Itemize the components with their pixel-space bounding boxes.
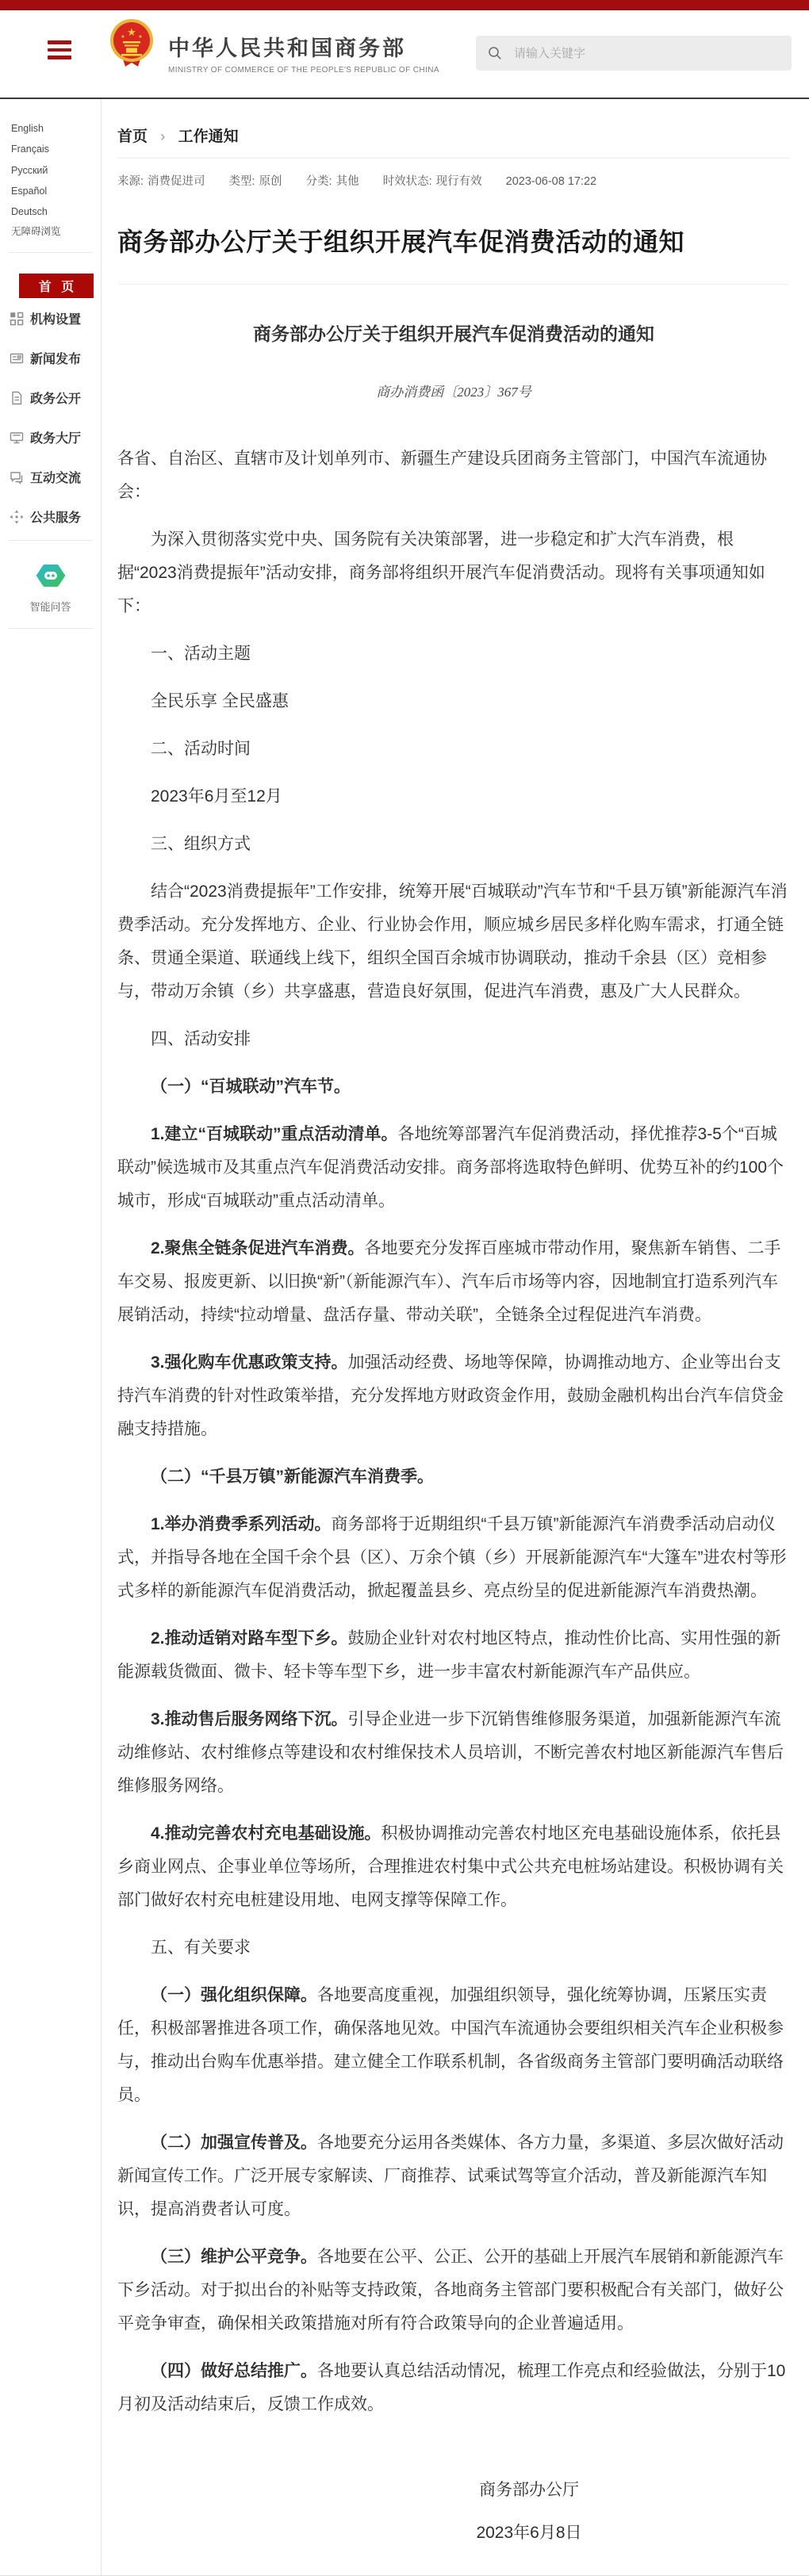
sidebar-divider xyxy=(8,628,93,629)
meta-label: 类型: xyxy=(228,175,255,188)
news-icon xyxy=(10,351,24,366)
sidebar-item-gov-open[interactable] xyxy=(10,389,101,407)
search-input[interactable] xyxy=(512,46,780,61)
paragraph xyxy=(117,1817,790,1917)
paragraph-text: 各地要充分发挥百座城市带动作用，聚焦新车销售、二手车交易、报废更新、以旧换“新”（新能源汽车）、汽车后市场等内容，因地制宜打造系列汽车展销活动，持续“拉动增量、盘活存量、带动关联”，全链条全过程促进汽车消费。 xyxy=(117,1239,781,1324)
grid-icon xyxy=(10,312,24,326)
sidebar-item-news[interactable] xyxy=(10,349,101,367)
signature-date: 2023年6月8日 xyxy=(476,2524,582,2542)
site-header xyxy=(0,10,809,99)
robot-icon xyxy=(36,578,65,591)
svg-text:★: ★ xyxy=(138,35,143,40)
sidebar-item-label: 互动交流 xyxy=(30,472,82,486)
signature-block xyxy=(193,2477,809,2543)
paragraph-lead: 3.强化购车优惠政策支持。 xyxy=(151,1353,348,1372)
menu-icon[interactable] xyxy=(48,40,71,63)
sidebar-item-label: 新闻发布 xyxy=(30,353,82,367)
sidebar-nav xyxy=(0,309,101,526)
paragraph xyxy=(117,1931,790,1965)
paragraph-text: 引导企业进一步下沉销售维修服务渠道，加强新能源汽车流动维修站、农村维修点等建设和农村维保技术人员培训，不断完善农村地区新能源汽车售后维修服务网络。 xyxy=(117,1710,784,1795)
national-emblem-icon xyxy=(109,18,154,73)
paragraph-text: 积极协调推动完善农村地区充电基础设施体系，依托县乡商业网点、企事业单位等场所，合理推进农村集中式公共充电桩场站建设。积极协调有关部门做好农村充电桩建设用地、电网支撑等保障工作。 xyxy=(117,1824,784,1909)
paragraph-text: 各地要高度重视，加强组织领导，强化统筹协调，压紧压实责任，积极部署推进各项工作，确保落地见效。中国汽车流通协会要组织相关汽车企业积极参与，推动出台购车优惠举措。建立健全工作联系机制，各省级商务主管部门要明确活动联络员。 xyxy=(117,1986,784,2104)
language-link[interactable]: Français xyxy=(11,144,49,155)
paragraph-text: 二、活动时间 xyxy=(151,740,251,758)
paragraph-text: 商务部将于近期组织“千县万镇”新能源汽车消费季活动启动仪式，并指导各地在全国千余个县（区）、万余个镇（乡）开展新能源汽车“大篷车”进农村等形式多样的新能源汽车促消费活动，掀起覆盖县乡、亮点纷呈的促进新能源汽车消费热潮。 xyxy=(117,1515,787,1600)
sidebar-item-label: 公共服务 xyxy=(30,511,82,526)
paragraph-lead: （四）做好总结推广。 xyxy=(151,2362,317,2380)
language-link[interactable]: Русский xyxy=(11,164,48,176)
language-link[interactable]: English xyxy=(11,123,44,134)
paragraph-text: （二）“千县万镇”新能源汽车消费季。 xyxy=(151,1468,434,1486)
signature: 商务部办公厅 xyxy=(479,2481,579,2499)
meta-value: 消费促进司 xyxy=(148,175,205,188)
sidebar-item-interaction[interactable] xyxy=(10,468,101,486)
paragraph xyxy=(117,733,790,766)
paragraph-text: 结合“2023消费提振年”工作安排，统筹开展“百城联动”汽车节和“千县万镇”新能源汽车消费季活动。充分发挥地方、企业、行业协会作用，顺应城乡居民多样化购车需求，打通全链条、贯通全渠道、联通线上线下，组织全国百余城市协调联动，推动千余县（区）竞相参与，带动万余镇（乡）共享盛惠，营造良好氛围，促进汽车消费，惠及广大人民群众。 xyxy=(117,882,788,1001)
meta-datetime: 2023-06-08 17:22 xyxy=(505,175,597,188)
arrows-icon xyxy=(10,510,24,524)
paragraph xyxy=(117,875,790,1009)
sidebar-item-label: 政务大厅 xyxy=(30,432,82,446)
paragraph-lead: （一）强化组织保障。 xyxy=(151,1986,317,2004)
paragraph-text: 鼓励企业针对农村地区特点，推动性价比高、实用性强的新能源载货微面、微卡、轻卡等车型下乡，进一步丰富农村新能源汽车产品供应。 xyxy=(117,1629,781,1681)
paragraph-lead: （二）加强宣传普及。 xyxy=(151,2134,317,2152)
breadcrumb-divider xyxy=(117,158,790,159)
paragraph xyxy=(117,2241,790,2341)
paragraph-text: 四、活动安排 xyxy=(151,1030,251,1048)
paragraph xyxy=(117,637,790,671)
document-number: 商办消费函〔2023〕367号 xyxy=(376,385,531,400)
sidebar-divider xyxy=(8,540,93,541)
meta-value: 其他 xyxy=(335,175,359,188)
paragraph-text: 五、有关要求 xyxy=(151,1939,251,1957)
top-red-bar xyxy=(0,0,809,10)
meta-label: 时效状态: xyxy=(382,175,432,188)
language-link[interactable]: Español xyxy=(11,185,48,197)
paragraph-text: 三、组织方式 xyxy=(151,835,251,853)
paragraph xyxy=(117,1622,790,1689)
breadcrumb-separator-icon: › xyxy=(160,128,166,144)
paragraph xyxy=(117,442,790,509)
breadcrumb xyxy=(117,124,790,146)
paragraph xyxy=(117,2355,790,2421)
site-title: 中华人民共和国商务部 xyxy=(168,36,406,60)
paragraph-text: 各地要认真总结活动情况，梳理工作亮点和经验做法，分别于10月初及活动结束后，反馈工作成效。 xyxy=(117,2362,786,2413)
meta-item xyxy=(117,175,205,188)
meta-item xyxy=(383,175,482,188)
paragraph-text: （一）“百城联动”汽车节。 xyxy=(151,1077,351,1096)
monitor-icon xyxy=(10,431,24,445)
meta-value: 原创 xyxy=(259,175,282,188)
breadcrumb-current: 工作通知 xyxy=(178,128,239,145)
accessibility-link[interactable]: 无障碍浏览 xyxy=(11,226,61,238)
paragraph xyxy=(117,828,790,861)
paragraph-text: 全民乐享 全民盛惠 xyxy=(151,692,289,710)
main-content xyxy=(102,99,809,2575)
sidebar-item-orgs[interactable] xyxy=(10,309,101,327)
document-title: 商务部办公厅关于组织开展汽车促消费活动的通知 xyxy=(253,324,654,344)
paragraph xyxy=(117,523,790,623)
search-icon xyxy=(487,45,503,61)
paragraph-lead: （三）维护公平竞争。 xyxy=(151,2248,317,2266)
paragraph-text: 各地统筹部署汽车促消费活动，择优推荐3-5个“百城联动”候选城市及其重点汽车促消费活动安排。商务部将选取特色鲜明、优势互补的约100个城市，形成“百城联动”重点活动清单。 xyxy=(117,1125,784,1210)
paragraph xyxy=(117,1346,790,1446)
paragraph xyxy=(117,780,790,813)
title-divider xyxy=(119,284,788,285)
paragraph-text: 加强活动经费、场地等保障，协调推动地方、企业等出台支持汽车消费的针对性政策举措，充分发挥地方财政资金作用，鼓励金融机构出台汽车信贷金融支持措施。 xyxy=(117,1353,784,1438)
language-link[interactable]: Deutsch xyxy=(11,206,48,217)
site-subtitle: MINISTRY OF COMMERCE OF THE PEOPLE'S REPUBLIC OF CHINA xyxy=(168,66,439,75)
sidebar-divider xyxy=(8,252,93,253)
chat-icon xyxy=(10,470,24,484)
paragraph-lead: 1.举办消费季系列活动。 xyxy=(151,1515,332,1533)
sidebar xyxy=(0,99,102,2575)
paragraph xyxy=(117,1703,790,1803)
meta-item xyxy=(306,175,359,188)
sidebar-item-gov-hall[interactable] xyxy=(10,428,101,446)
paragraph-text: 各地要充分运用各类媒体、各方力量，多渠道、多层次做好活动新闻宣传工作。广泛开展专家解读、厂商推荐、试乘试驾等宣介活动，普及新能源汽车知识，提高消费者认可度。 xyxy=(117,2134,784,2218)
meta-value: 现行有效 xyxy=(435,175,482,188)
paragraph xyxy=(117,1232,790,1332)
article-meta xyxy=(117,172,790,189)
paragraph xyxy=(117,2126,790,2226)
meta-label: 分类: xyxy=(305,175,332,188)
paragraph-lead: 4.推动完善农村充电基础设施。 xyxy=(151,1824,381,1843)
page-title: 商务部办公厅关于组织开展汽车促消费活动的通知 xyxy=(117,228,685,256)
paragraph-text: 各地要在公平、公正、公开的基础上开展汽车展销和新能源汽车下乡活动。对于拟出台的补贴等支持政策，各地商务主管部门要积极配合有关部门，做好公平竞争审查，确保相关政策措施对所有符合政策导向的企业普遍适用。 xyxy=(117,2248,784,2333)
meta-label: 来源: xyxy=(117,175,144,188)
smart-qa[interactable] xyxy=(0,563,101,614)
paragraph-lead: 1.建立“百城联动”重点活动清单。 xyxy=(151,1125,398,1143)
paragraph xyxy=(117,1023,790,1056)
page-body xyxy=(0,99,809,2576)
sidebar-item-label: 机构设置 xyxy=(30,313,82,327)
paragraph-text: 各省、自治区、直辖市及计划单列市、新疆生产建设兵团商务主管部门，中国汽车流通协会： xyxy=(117,450,767,501)
paragraph xyxy=(117,1979,790,2112)
search-box xyxy=(476,36,792,71)
paragraph-text: 2023年6月至12月 xyxy=(151,787,282,806)
breadcrumb-home[interactable]: 首页 xyxy=(117,128,148,145)
paragraph xyxy=(117,1460,790,1494)
paragraph xyxy=(117,685,790,718)
sidebar-item-public-service[interactable] xyxy=(10,507,101,526)
paragraph xyxy=(117,1070,790,1104)
doc-icon xyxy=(10,391,24,405)
meta-item xyxy=(229,175,282,188)
sidebar-home-button[interactable]: 首 页 xyxy=(19,274,94,298)
article-body xyxy=(117,442,790,2421)
sidebar-item-label: 政务公开 xyxy=(30,392,82,407)
language-links xyxy=(11,118,92,222)
paragraph-text: 为深入贯彻落实党中央、国务院有关决策部署，进一步稳定和扩大汽车消费，根据“2023消费提振年”活动安排，商务部将组织开展汽车促消费活动。现将有关事项通知如下： xyxy=(117,530,765,615)
svg-text:★: ★ xyxy=(127,26,136,38)
paragraph-lead: 3.推动售后服务网络下沉。 xyxy=(151,1710,348,1728)
svg-text:★: ★ xyxy=(121,35,125,40)
site-logo[interactable] xyxy=(109,17,439,75)
paragraph-text: 一、活动主题 xyxy=(151,645,251,663)
paragraph-lead: 2.聚焦全链条促进汽车消费。 xyxy=(151,1239,365,1257)
paragraph-lead: 2.推动适销对路车型下乡。 xyxy=(151,1629,348,1648)
paragraph xyxy=(117,1118,790,1218)
paragraph xyxy=(117,1508,790,1608)
smart-qa-label: 智能问答 xyxy=(29,601,71,614)
